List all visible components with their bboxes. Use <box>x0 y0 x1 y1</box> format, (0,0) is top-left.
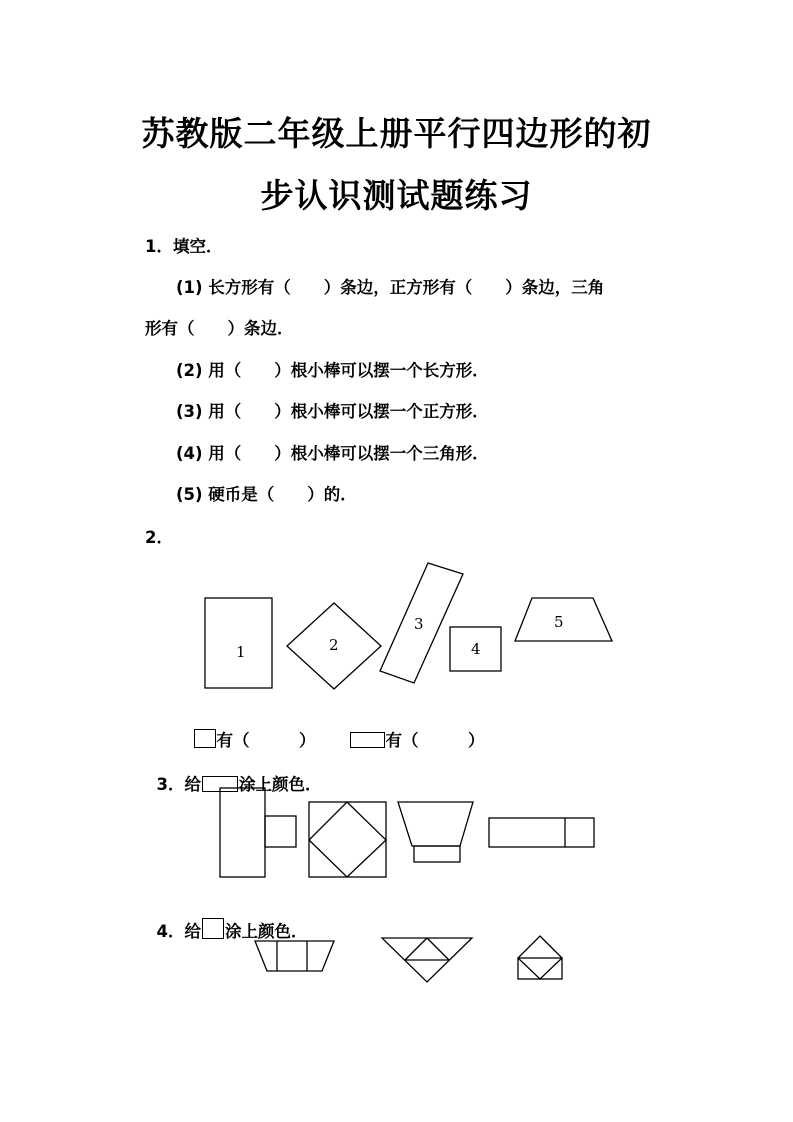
shape-2-label: 2 <box>329 636 339 654</box>
q2-answer-a <box>181 708 316 751</box>
q4-triangle-line-2 <box>427 938 449 960</box>
q1-heading: 1．填空． <box>145 237 223 256</box>
q3-outer-square <box>309 802 386 877</box>
shape-2-rhombus <box>287 603 381 689</box>
small-square-icon <box>194 729 216 748</box>
q1-item5: (5) 硬币是（ ）的． <box>176 485 357 504</box>
q2-heading: 2． <box>145 528 173 547</box>
q3-inner-diamond <box>309 802 386 877</box>
q4-suffix: 涂上颜色． <box>224 922 308 941</box>
shape-5-trapezoid <box>515 598 612 641</box>
q2-answer-b-text: 有（ ） <box>385 731 485 750</box>
q3-small-square <box>265 816 296 847</box>
q1-item1-line2: 形有（ ）条边． <box>145 319 294 338</box>
q3-heading <box>145 752 321 795</box>
rectangle-icon <box>202 776 238 792</box>
q4-house-base <box>518 958 562 979</box>
q1-item2: (2) 用（ ）根小棒可以摆一个长方形． <box>176 361 489 380</box>
q2-answer-a-text: 有（ ） <box>216 731 316 750</box>
shape-3-slanted-rectangle <box>380 563 463 683</box>
q3-tall-rectangle <box>220 788 265 877</box>
q4-prefix: 4．给 <box>156 922 201 941</box>
q4-trapezoid <box>255 941 334 971</box>
shape-4-label: 4 <box>471 640 481 658</box>
q4-house-diamond <box>518 936 562 979</box>
shape-4-square <box>450 627 501 671</box>
q4-triangle-line-1 <box>405 938 427 960</box>
q3-trapezoid <box>398 802 473 846</box>
q2-answer-b <box>337 708 485 751</box>
q4-heading <box>145 899 307 942</box>
q1-item4: (4) 用（ ）根小棒可以摆一个三角形． <box>176 444 489 463</box>
shape-3-label: 3 <box>414 615 424 633</box>
page-title-line2: 步认识测试题练习 <box>260 176 533 215</box>
shape-1-rectangle <box>205 598 272 688</box>
q3-suffix: 涂上颜色． <box>238 775 322 794</box>
q4-triangle <box>382 938 472 982</box>
shape-1-label: 1 <box>236 643 246 661</box>
q3-base-rectangle <box>414 846 460 862</box>
small-rectangle-icon <box>350 732 385 748</box>
page-title-line1: 苏教版二年级上册平行四边形的初 <box>141 114 652 153</box>
q1-item3: (3) 用（ ）根小棒可以摆一个正方形． <box>176 402 489 421</box>
shape-5-label: 5 <box>554 613 564 631</box>
q3-long-rectangle <box>489 818 594 847</box>
square-icon <box>202 918 224 939</box>
q1-item1-line1: (1) 长方形有（ ）条边，正方形有（ ）条边，三角 <box>176 278 605 297</box>
q3-prefix: 3．给 <box>156 775 201 794</box>
